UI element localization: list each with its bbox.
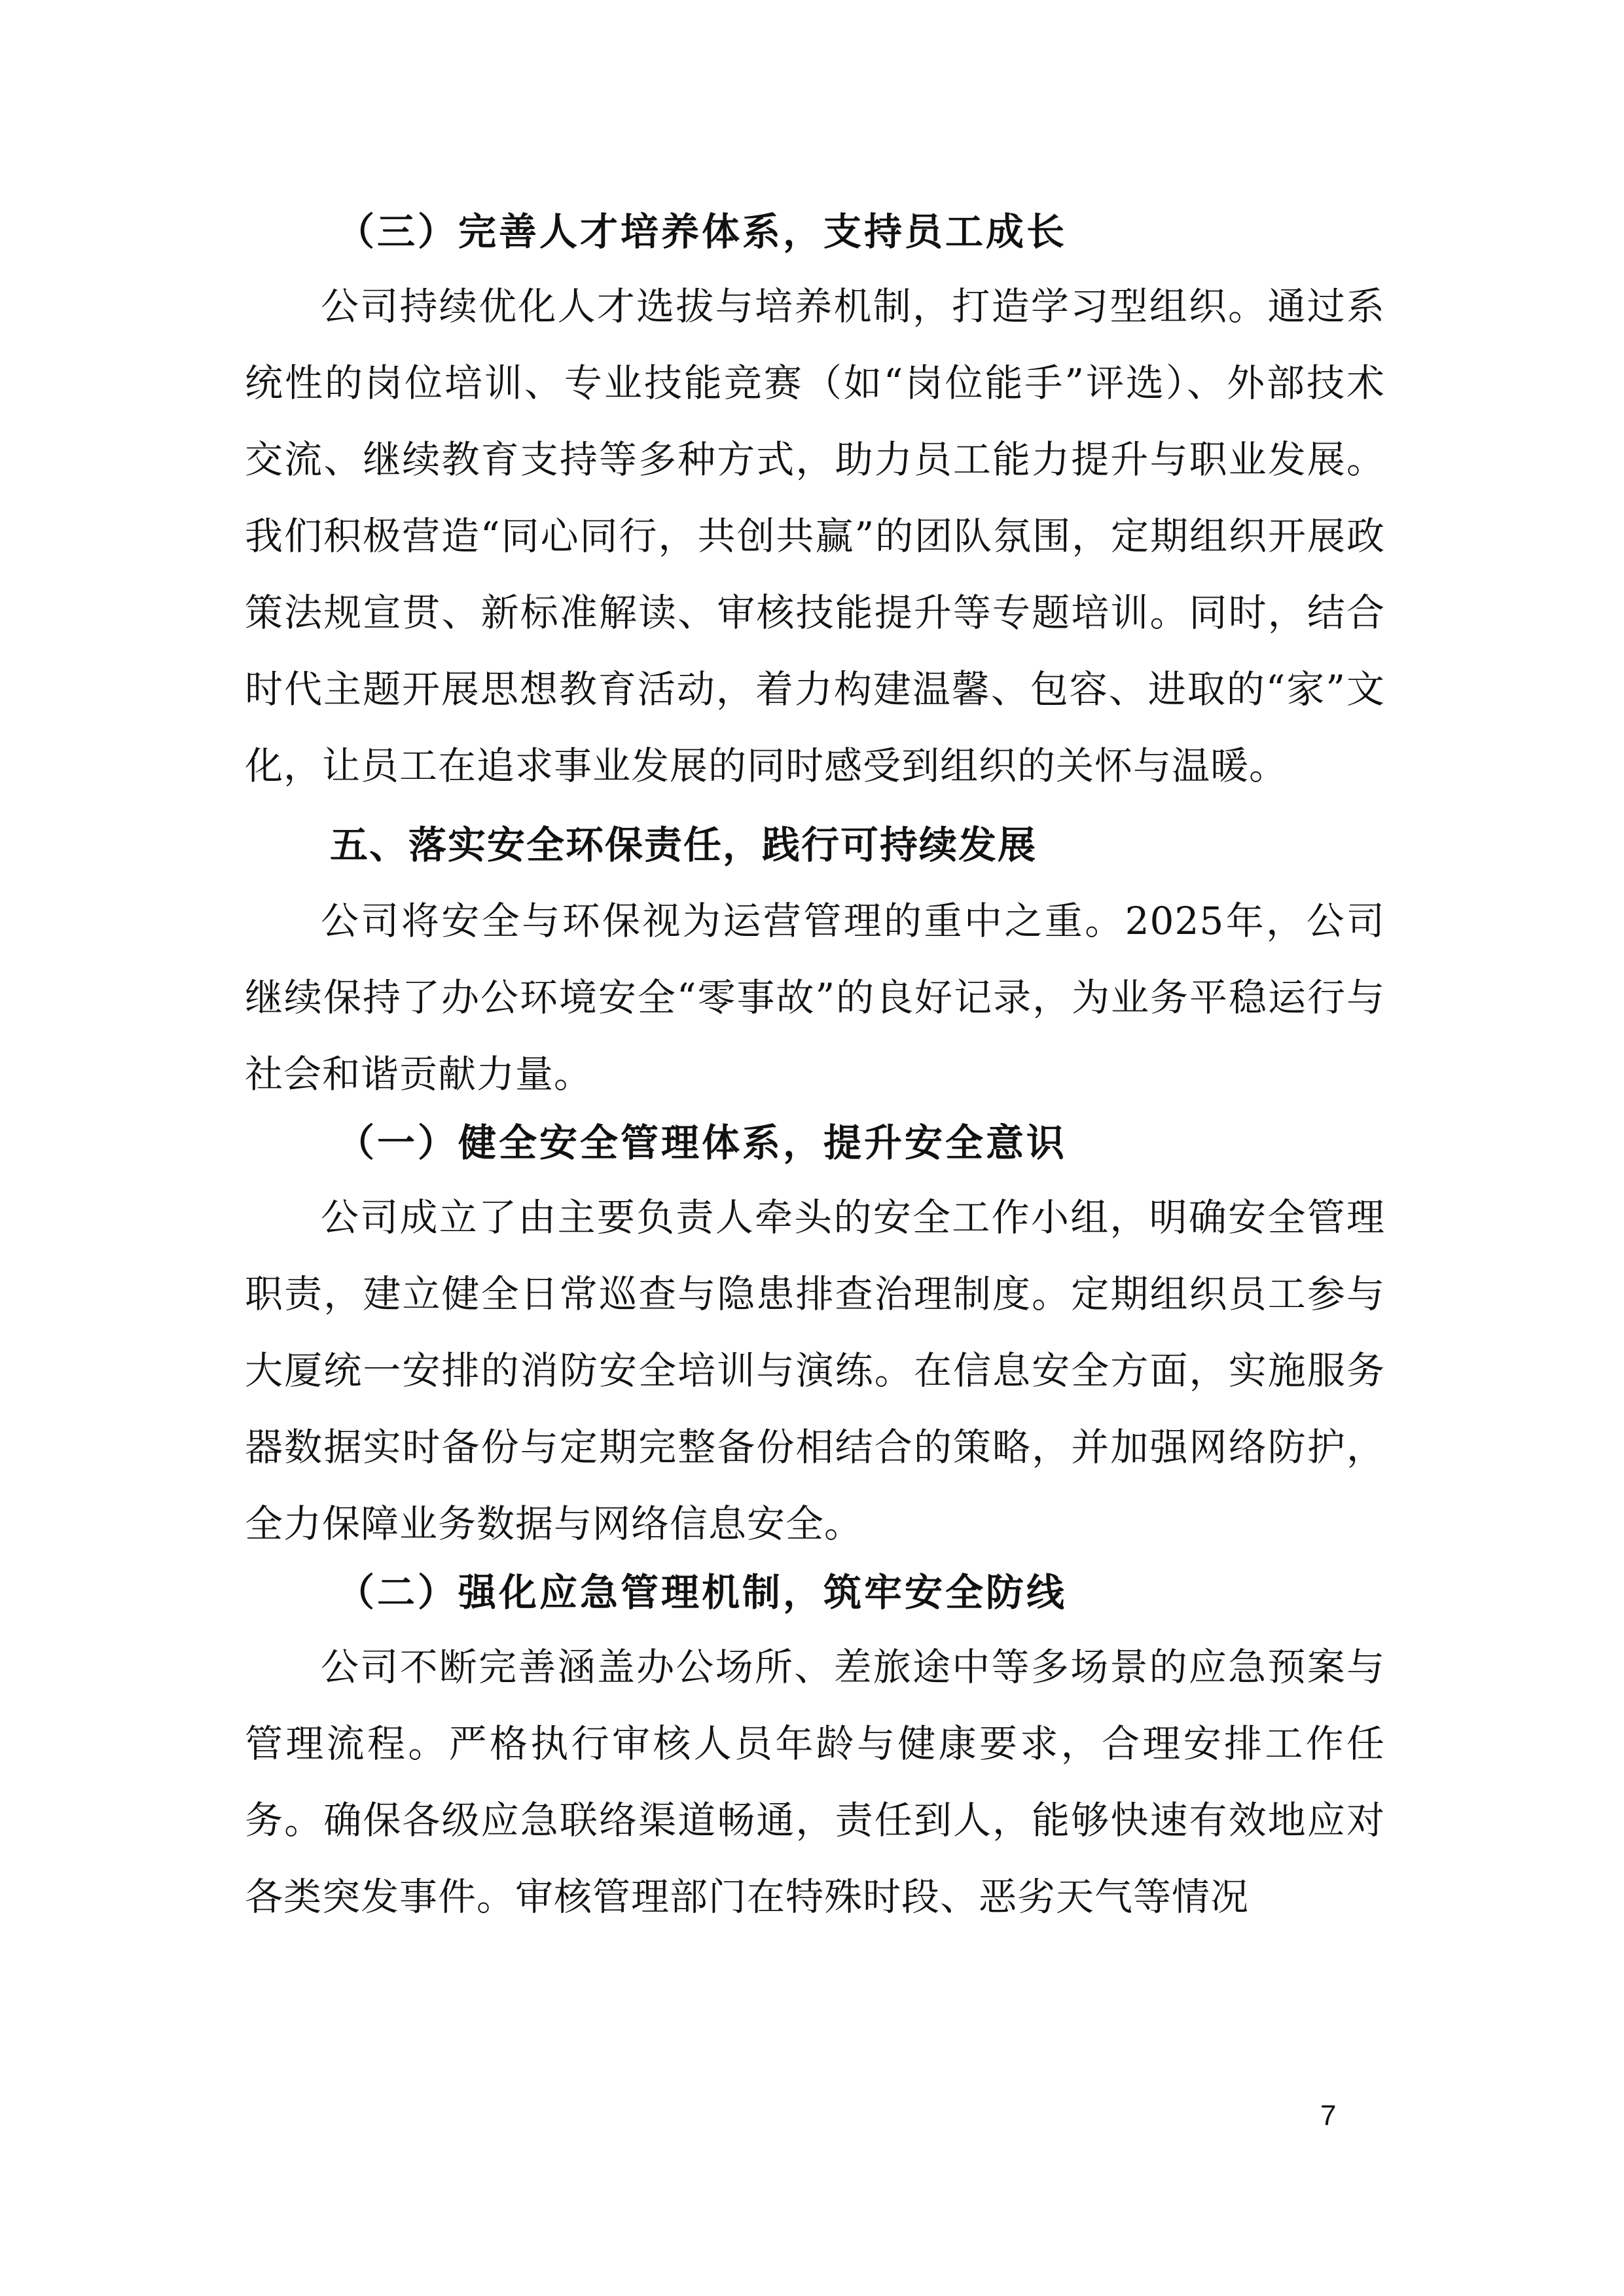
paragraph-talent: 公司持续优化人才选拔与培养机制，打造学习型组织。通过系统性的岗位培训、专业技能竞赛（如“岗位能手”评选）、外部技术交流、继续教育支持等多种方式，助力员工能力提升与职业发展。我们积极营造“同心同行，共创共赢”的团队氛围，定期组织开展政策法规宣贯、新标准解读、审核技能提升等专题培训。同时，结合时代主题开展思想教育活动，着力构建温馨、包容、进取的“家”文化，让员工在追求事业发展的同时感受到组织的关怀与温暖。 xyxy=(245,284,1385,788)
paragraph-safety-system: 公司成立了由主要负责人牵头的安全工作小组，明确安全管理职责，建立健全日常巡查与隐患排查治理制度。定期组织员工参与大厦统一安排的消防安全培训与演练。在信息安全方面，实施服务器数据实时备份与定期完整备份相结合的策略，并加强网络防护，全力保障业务数据与网络信息安全。 xyxy=(245,1195,1385,1546)
section-heading-safety: 五、落实安全环保责任，践行可持续发展 xyxy=(330,823,1038,867)
document-body xyxy=(245,208,1385,1935)
paragraph-emergency: 公司不断完善涵盖办公场所、差旅途中等多场景的应急预案与管理流程。严格执行审核人员年龄与健康要求，合理安排工作任务。确保各级应急联络渠道畅通，责任到人，能够快速有效地应对各类突发事件。审核管理部门在特殊时段、恶劣天气等情况 xyxy=(245,1645,1385,1919)
subsection-heading-emergency: （二）强化应急管理机制，筑牢安全防线 xyxy=(336,1570,1068,1615)
subsection-heading-safety-system: （一）健全安全管理体系，提升安全意识 xyxy=(336,1121,1068,1165)
subsection-heading-talent: （三）完善人才培养体系，支持员工成长 xyxy=(336,209,1068,254)
paragraph-safety-intro: 公司将安全与环保视为运营管理的重中之重。2025年，公司继续保持了办公环境安全“零事故”的良好记录，为业务平稳运行与社会和谐贡献力量。 xyxy=(245,899,1385,1096)
page-number: 7 xyxy=(1320,2100,1337,2132)
